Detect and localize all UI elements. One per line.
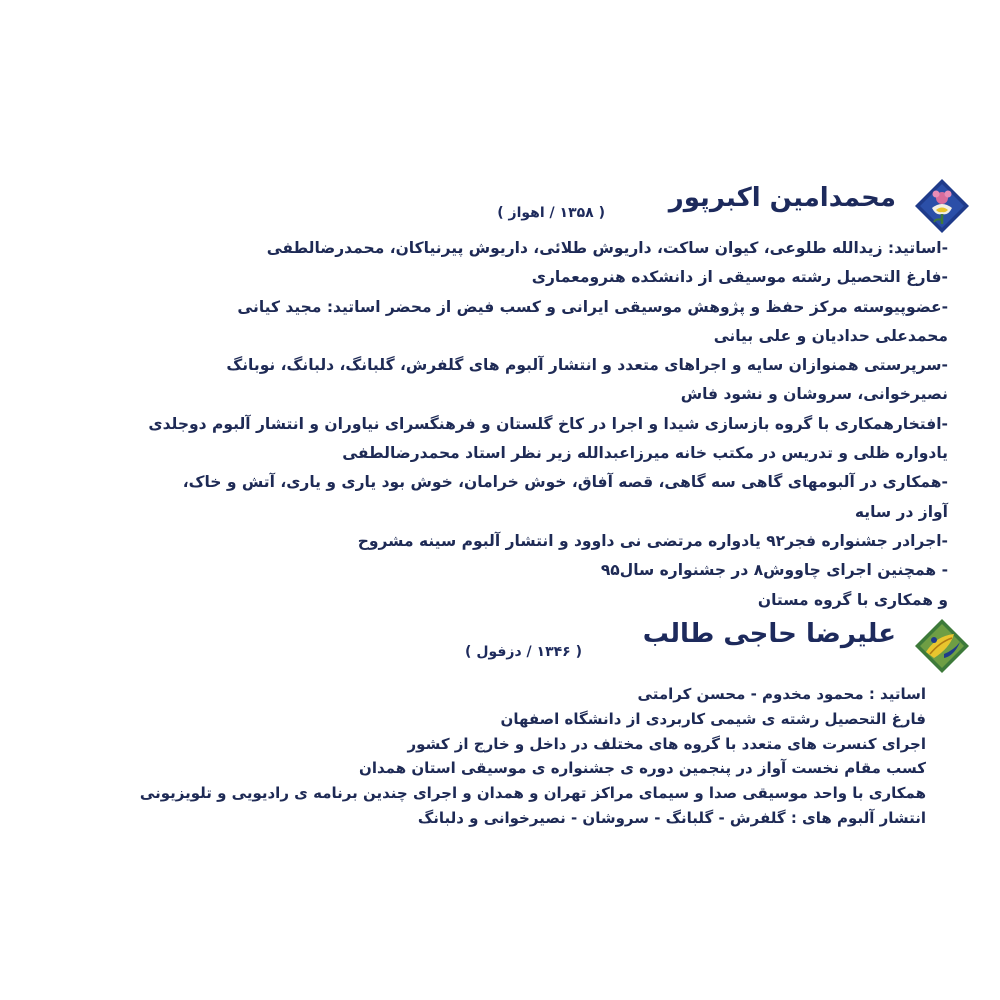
bio-line: -افتخارهمکاری با گروه بازسازی شیدا و اجرا در کاخ گلستان و فرهنگسرای نیاوران و انتشار آلبوم دوجلدی — [148, 414, 948, 433]
bio-line: - همچنین اجرای چاووش۸ در جشنواره سال۹۵ — [600, 561, 948, 580]
bio-line: محمدعلی حدادیان و علی بیانی — [713, 326, 948, 345]
bio-line: انتشار آلبوم های : گلفرش - گلبانگ - سروشان - نصیرخوانی و دلبانگ — [417, 808, 926, 827]
tile-flower-icon — [914, 178, 970, 234]
bio-line: یادواره ظلی و تدریس در مکتب خانه میرزاعبدالله زیر نظر استاد محمدرضالطفی — [342, 444, 948, 463]
bio-line: اجرای کنسرت های متعدد با گروه های مختلف در داخل و خارج از کشور — [407, 734, 926, 753]
birth-info: ( ۱۳۴۶ / دزفول ) — [465, 644, 582, 660]
bio-line: -همکاری در آلبومهای گاهی سه گاهی، قصه آفاق، خوش خرامان، خوش بود یاری و یاری، آتش و خاک، — [182, 473, 948, 492]
person-name: محمدامین اکبرپور — [668, 183, 896, 213]
bio-line: آواز در سایه — [854, 502, 948, 521]
bio-line: کسب مقام نخست آواز در پنجمین دوره ی جشنواره ی موسیقی استان همدان — [359, 759, 926, 778]
birth-info: ( ۱۳۵۸ / اهواز ) — [497, 205, 605, 221]
bio-line: -سرپرستی همنوازان سایه و اجراهای متعدد و انتشار آلبوم های گلفرش، گلبانگ، دلبانگ، نوبانگ — [226, 356, 948, 375]
bio-line: -عضوپیوسته مرکز حفظ و پژوهش موسیقی ایرانی و کسب فیض از محضر اساتید: مجید کیانی — [237, 297, 948, 316]
bio-line: -فارغ التحصیل رشته موسیقی از دانشکده هنرومعماری — [531, 268, 948, 287]
bio-line: -اجرادر جشنواره فجر۹۲ یادواره مرتضی نی داوود و انتشار آلبوم سینه مشروح — [357, 531, 948, 550]
bio-line: -اساتید: زیدالله طلوعی، کیوان ساکت، داریوش طلائی، داریوش پیرنیاکان، محمدرضالطفی — [266, 239, 948, 257]
bio-line: نصیرخوانی، سروشان و نشود فاش — [680, 385, 948, 404]
person-name: علیرضا حاجی طالب — [642, 619, 896, 649]
bio-list — [148, 234, 948, 615]
tile-leaf-icon — [914, 618, 970, 674]
bio-list — [139, 682, 926, 831]
bio-line: اساتید : محمود مخدوم - محسن کرامتی — [637, 685, 926, 703]
bio-line: همکاری با واحد موسیقی صدا و سیمای مراکز تهران و همدان و اجرای چندین برنامه ی رادیویی و تلویزیونی — [139, 784, 926, 803]
bio-line: و همکاری با گروه مستان — [757, 590, 948, 609]
bio-line: فارغ التحصیل رشته ی شیمی کاربردی از دانشگاه اصفهان — [500, 709, 926, 728]
